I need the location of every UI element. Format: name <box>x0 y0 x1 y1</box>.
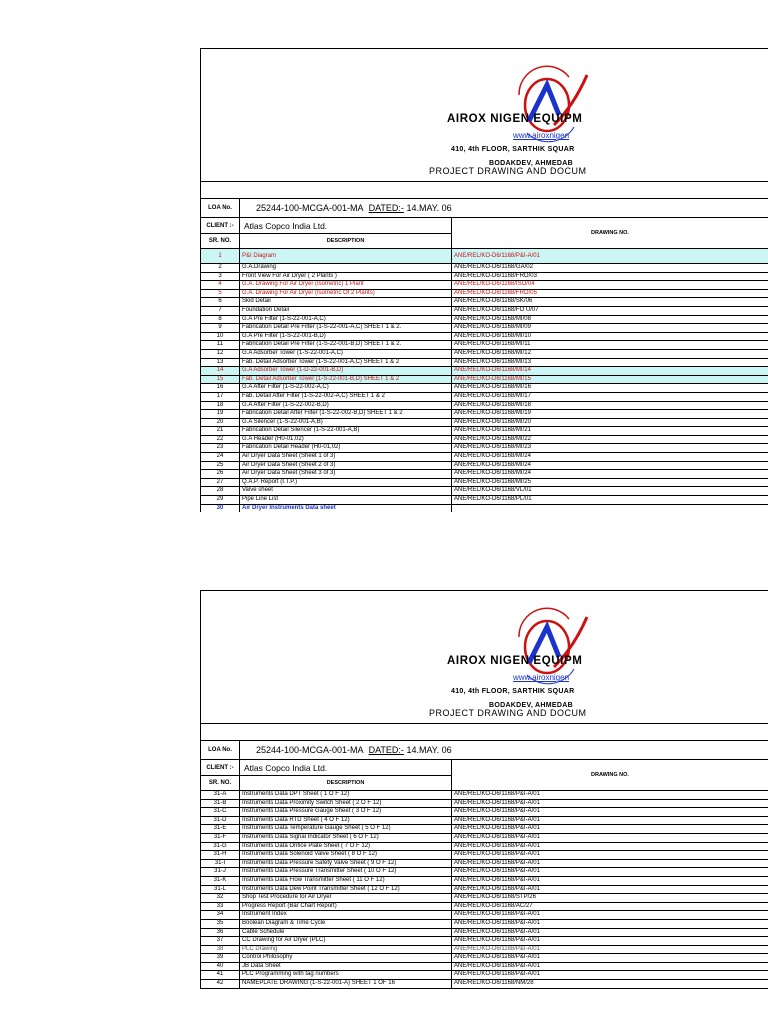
sr-no-cell: 31-D <box>201 817 240 825</box>
table-header-left <box>201 760 452 790</box>
description-cell: Fabrication Detail After Filter (1-S-22-002-B,D) SHEET 1 & 2 <box>240 410 452 418</box>
spacer-row <box>201 724 768 741</box>
loa-value <box>240 203 452 213</box>
drawing-no-cell: ANE/REL/KO-D6/1168/FRO/03 <box>454 272 537 279</box>
drawing-no-cell: ANE/REL/KO-D6/1168/MI/18 <box>454 401 531 408</box>
table-row <box>201 444 768 453</box>
company-address-line-2: BODAKDEV, AHMEDAB <box>489 702 573 709</box>
description-cell: G.A Adsorber Tower (1-S-22-001-A,C) <box>240 350 452 358</box>
table-header <box>201 760 768 791</box>
sr-no-cell: 32 <box>201 894 240 902</box>
spacer-row <box>201 182 768 199</box>
table-row <box>201 307 768 316</box>
sheet-header <box>201 591 768 724</box>
drawing-no-cell: ANE/REL/KO-D6/1168/STP/26 <box>454 894 536 901</box>
client-label: CLIENT :- <box>201 760 240 775</box>
table-row <box>201 791 768 800</box>
sr-no-cell: 37 <box>201 937 240 945</box>
table-row <box>201 453 768 462</box>
description-cell: Instruments Data Pressure Transmitter Sheet ( 10 O F 12) <box>240 868 452 876</box>
description-cell: Front View For Air Dryer ( 2 Plants ) <box>240 273 452 281</box>
table-row <box>201 410 768 419</box>
loa-row <box>201 199 768 218</box>
table-row <box>201 817 768 826</box>
table-row <box>201 800 768 809</box>
sr-no-cell: 5 <box>201 290 240 298</box>
sr-no-cell: 41 <box>201 971 240 979</box>
drawing-list-2 <box>201 791 768 989</box>
sr-no-cell: 13 <box>201 359 240 367</box>
table-row <box>201 868 768 877</box>
table-row <box>201 393 768 402</box>
sr-no-cell: 17 <box>201 393 240 401</box>
loa-value <box>240 745 452 755</box>
description-header: DESCRIPTION <box>326 780 365 786</box>
table-row <box>201 324 768 333</box>
sr-no-cell: 14 <box>201 367 240 375</box>
dated-label: DATED:- <box>368 203 404 213</box>
table-row <box>201 894 768 903</box>
sr-no-header: SR. NO. <box>201 776 240 790</box>
drawing-no-cell: ANE/REL/KO-D6/1168/MI/24 <box>454 461 531 468</box>
table-row <box>201 851 768 860</box>
table-row <box>201 886 768 895</box>
drawing-no-cell: ANE/REL/KO-D6/1168/P&I-A/01 <box>454 851 540 858</box>
drawing-no-cell: ANE/REL/KO-D6/1168/P&I-A/01 <box>454 876 540 883</box>
description-cell: Q.A.P. Report (I.T.P.) <box>240 479 452 487</box>
drawing-no-cell: ANE/REL/KO-D6/1168/MI/23 <box>454 444 531 451</box>
description-cell: G.A Pre Filter (1-S-22-001-B,D) <box>240 333 452 341</box>
project-title: PROJECT DRAWING AND DOCUM <box>429 708 587 718</box>
drawing-no-cell: ANE/REL/KO-D6/1168/AC/27 <box>454 902 533 909</box>
drawing-no-cell: ANE/REL/KO-D6/1168/P&I-A/01 <box>454 842 540 849</box>
table-row <box>201 920 768 929</box>
description-cell: Instruments Data Dew Point Transmitter Sheet ( 12 O F 12) <box>240 886 452 894</box>
description-cell: Instruments Data Signal Indicator Sheet ( 6 O F 12) <box>240 834 452 842</box>
drawing-no-cell: ANE/REL/KO-D6/1168/MI/21 <box>454 427 531 434</box>
table-row <box>201 963 768 972</box>
drawing-no-cell: ANE/REL/KO-D6/1168/P&I-A/01 <box>454 962 540 969</box>
description-cell: PLC Drawing <box>240 946 452 954</box>
description-cell: G.A. Drawing For Air Dryer (Isometric Of 2 Plants) <box>240 290 452 298</box>
drawing-no-cell: ANE/REL/KO-D6/1168/P&I-A/01 <box>454 885 540 892</box>
sr-no-cell: 30 <box>201 505 240 513</box>
description-cell: Air Dryer Data Sheet (Sheet 3 of 3) <box>240 470 452 478</box>
table-row <box>201 903 768 912</box>
sr-no-cell: 3 <box>201 273 240 281</box>
table-row <box>201 290 768 299</box>
sheet-header <box>201 49 768 182</box>
description-cell: Instruments Data Orifice Plate Sheet ( 7 O F 12) <box>240 843 452 851</box>
description-cell: PLC Programming with tag numbers <box>240 971 452 979</box>
sr-no-cell: 31-E <box>201 825 240 833</box>
drawing-no-cell: ANE/REL/KO-D6/1168/VL/01 <box>454 487 532 494</box>
drawing-no-cell: ANE/REL/KO-D6/1168/P&I-A/01 <box>454 945 540 952</box>
drawing-no-cell: ANE/REL/KO-D6/1168/MI/12 <box>454 349 531 356</box>
sr-no-cell: 15 <box>201 376 240 384</box>
company-name: AIROX NIGEN EQUIPM <box>447 655 583 667</box>
drawing-no-cell: ANE/REL/KO-D6/1168/FO U/07 <box>454 306 539 313</box>
sr-no-cell: 2 <box>201 264 240 272</box>
company-address-line-2: BODAKDEV, AHMEDAB <box>489 160 573 167</box>
drawing-no-header: DRAWING NO. <box>591 230 629 236</box>
table-row <box>201 937 768 946</box>
sr-no-cell: 18 <box>201 402 240 410</box>
sr-no-cell: 39 <box>201 954 240 962</box>
table-row <box>201 911 768 920</box>
drawing-no-cell: ANE/REL/KO-D6/1168/MI/22 <box>454 435 531 442</box>
drawing-no-cell: ANE/REL/KO-D6/1168/NM/28 <box>454 980 534 987</box>
sr-no-cell: 1 <box>201 249 240 263</box>
table-row <box>201 350 768 359</box>
document-sheet-1 <box>200 48 768 512</box>
table-row <box>201 273 768 282</box>
company-address-line-1: 410, 4th FLOOR, SARTHIK SQUAR <box>451 146 575 153</box>
client-row <box>201 218 451 234</box>
client-value: Atlas Copco India Ltd. <box>244 220 328 231</box>
sr-no-cell: 35 <box>201 920 240 928</box>
sr-no-cell: 31-G <box>201 843 240 851</box>
drawing-no-cell: ANE/REL/KO-D6/1168/GA/02 <box>454 264 533 270</box>
description-cell: G.A After Filter (1-S-22-002-A,C) <box>240 384 452 392</box>
company-address-line-1: 410, 4th FLOOR, SARTHIK SQUAR <box>451 688 575 695</box>
drawing-no-cell: ANE/REL/KO-D6/1168/MI/20 <box>454 418 531 425</box>
table-row <box>201 359 768 368</box>
sr-no-cell: 22 <box>201 436 240 444</box>
client-row <box>201 760 451 776</box>
description-cell: Fab. Detail After Filter (1-S-22-002-A,C) SHEET 1 & 2 <box>240 393 452 401</box>
drawing-no-cell: ANE/REL/KO-D6/1168/P&I-A/01 <box>454 954 540 961</box>
sr-no-cell: 23 <box>201 444 240 452</box>
company-website-link[interactable]: www.airoxnigen <box>513 673 570 682</box>
sr-no-cell: 31-C <box>201 808 240 816</box>
drawing-list-1 <box>201 249 768 512</box>
description-cell: Instruments Data DPT Sheet ( 1 O F 12) <box>240 791 452 799</box>
sr-no-cell: 31-H <box>201 851 240 859</box>
sr-no-cell: 9 <box>201 324 240 332</box>
description-cell: Instruments Data Pressure Safety Valve Sheet ( 9 O F 12) <box>240 860 452 868</box>
drawing-no-cell: ANE/REL/KO-D6/1168/MI/10 <box>454 332 531 339</box>
table-row <box>201 249 768 264</box>
drawing-no-cell: ANE/REL/KO-D6/1168/MI/19 <box>454 410 531 417</box>
table-row <box>201 980 768 989</box>
sr-no-cell: 31-I <box>201 860 240 868</box>
drawing-no-cell: ANE/REL/KO-D6/1168/MI/09 <box>454 324 531 331</box>
table-row <box>201 281 768 290</box>
drawing-no-cell: ANE/REL/KO-D6/1168/PL/01 <box>454 496 532 503</box>
drawing-no-cell: ANE/REL/KO-D6/1168/MI/11 <box>454 341 531 348</box>
sr-no-cell: 19 <box>201 410 240 418</box>
sr-no-cell: 12 <box>201 350 240 358</box>
table-header-left <box>201 218 452 248</box>
drawing-no-cell: ANE/REL/KO-D6/1168/MI/08 <box>454 315 531 322</box>
document-sheet-2 <box>200 590 768 989</box>
sr-no-cell: 7 <box>201 307 240 315</box>
sr-no-cell: 31-A <box>201 791 240 799</box>
loa-label: LOA No. <box>201 199 240 217</box>
dated-value: 14.MAY. 06 <box>406 745 452 755</box>
drawing-no-cell: ANE/REL/KO-D6/1168/P&I-A/01 <box>454 928 540 935</box>
drawing-no-cell: ANE/REL/KO-D6/1168/SK/06 <box>454 298 533 305</box>
description-cell: G.A Header (H0-01,02) <box>240 436 452 444</box>
dated-value: 14.MAY. 06 <box>406 203 452 213</box>
table-row <box>201 929 768 938</box>
description-cell: G.A After Filter (1-S-22-002-B,D) <box>240 402 452 410</box>
table-row <box>201 436 768 445</box>
description-cell: G.A.Drawing <box>240 264 452 272</box>
sr-no-cell: 11 <box>201 341 240 349</box>
sr-no-cell: 31-F <box>201 834 240 842</box>
drawing-no-cell: ANE/REL/KO-D6/1168/P&I-A/01 <box>454 253 540 259</box>
description-cell: Fabrication Detail Pre Filter (1-S-22-001-A,C) SHEET 1 & 2. <box>240 324 452 332</box>
table-row <box>201 298 768 307</box>
description-cell: Progress Report (Bar Chart Report) <box>240 903 452 911</box>
table-row <box>201 316 768 325</box>
table-row <box>201 877 768 886</box>
drawing-no-cell: ANE/REL/KO-D6/1168/ISO/04 <box>454 281 535 288</box>
table-row <box>201 834 768 843</box>
description-cell: Foundation Detail <box>240 307 452 315</box>
sr-no-cell: 33 <box>201 903 240 911</box>
description-cell: Instrument Index <box>240 911 452 919</box>
description-cell: G.A. Drawing For Air Dryer (Isometric) 1 Plant <box>240 281 452 289</box>
sr-no-cell: 8 <box>201 316 240 324</box>
description-cell: Fabrication Detail Pre Filter (1-S-22-001-B,D) SHEET 1 & 2. <box>240 341 452 349</box>
client-value: Atlas Copco India Ltd. <box>244 762 328 773</box>
loa-label: LOA No. <box>201 741 240 759</box>
sr-no-cell: 20 <box>201 419 240 427</box>
description-cell: Fab. Detail Adsorber Tower (1-S-22-001-B,D) SHEET 1 & 2 <box>240 376 452 384</box>
description-cell: Instruments Data Temperature Gauge Sheet ( 5 O F 12) <box>240 825 452 833</box>
table-row <box>201 860 768 869</box>
table-row <box>201 479 768 488</box>
table-row <box>201 825 768 834</box>
drawing-no-cell: ANE/REL/KO-D6/1168/P&I-A/01 <box>454 868 540 875</box>
description-cell: Instruments Data Pressure Gauge Sheet ( 3 O F 12) <box>240 808 452 816</box>
description-cell: G.A Adsorber Tower (1-D-22-001-B,D) <box>240 367 452 375</box>
sr-no-cell: 31-K <box>201 877 240 885</box>
drawing-no-cell: ANE/REL/KO-D6/1168/P&I-A/01 <box>454 791 540 797</box>
column-header-row <box>201 776 451 790</box>
sr-no-cell: 24 <box>201 453 240 461</box>
table-row <box>201 487 768 496</box>
table-row <box>201 462 768 471</box>
description-cell: G.A Silencer (1-S-22-001-A,B) <box>240 419 452 427</box>
sr-no-cell: 16 <box>201 384 240 392</box>
description-cell: Instruments Data RTD Sheet ( 4 O F 12) <box>240 817 452 825</box>
description-cell: Cable Schedule <box>240 929 452 937</box>
table-row <box>201 333 768 342</box>
drawing-no-cell: ANE/REL/KO-D6/1168/MI/14 <box>454 367 531 374</box>
drawing-no-cell: ANE/REL/KO-D6/1168/P&I-A/01 <box>454 859 540 866</box>
description-cell: Valve sheet <box>240 487 452 495</box>
sr-no-cell: 25 <box>201 462 240 470</box>
table-row <box>201 402 768 411</box>
drawing-no-cell: ANE/REL/KO-D6/1168/MI/17 <box>454 392 531 399</box>
drawing-no-cell: ANE/REL/KO-D6/1168/MI/24 <box>454 453 531 460</box>
table-row <box>201 264 768 273</box>
table-row <box>201 376 768 385</box>
project-title: PROJECT DRAWING AND DOCUM <box>429 166 587 176</box>
description-cell: CC Drawing for Air Dryer (PLC) <box>240 937 452 945</box>
drawing-no-cell: ANE/REL/KO-D6/1168/P&I-A/01 <box>454 971 540 978</box>
drawing-no-cell: ANE/REL/KO-D6/1168/P&I-A/01 <box>454 808 540 815</box>
description-cell: Skid Detail <box>240 298 452 306</box>
sr-no-cell: 28 <box>201 487 240 495</box>
drawing-no-header: DRAWING NO. <box>591 772 629 778</box>
description-cell: Instruments Data Flow Transmitter Sheet ( 11 O F 12) <box>240 877 452 885</box>
drawing-no-cell: ANE/REL/KO-D6/1168/P&I-A/01 <box>454 937 540 944</box>
company-website-link[interactable]: www.airoxnigen <box>513 131 570 140</box>
column-header-row <box>201 234 451 248</box>
dated-label: DATED:- <box>368 745 404 755</box>
sr-no-cell: 21 <box>201 427 240 435</box>
description-cell: Instruments Data Proximity Switch Sheet ( 2 O F 12) <box>240 800 452 808</box>
sr-no-cell: 40 <box>201 963 240 971</box>
drawing-no-cell: ANE/REL/KO-D6/1168/P&I-A/01 <box>454 833 540 840</box>
loa-number: 25244-100-MCGA-001-MA <box>256 203 364 213</box>
drawing-no-cell: ANE/REL/KO-D6/1168/MI/24 <box>454 470 531 477</box>
drawing-no-cell: ANE/REL/KO-D6/1168/P&I-A/01 <box>454 919 540 926</box>
sr-no-header: SR. NO. <box>201 234 240 248</box>
sr-no-cell: 38 <box>201 946 240 954</box>
table-row <box>201 419 768 428</box>
drawing-no-cell: ANE/REL/KO-D6/1168/MI/13 <box>454 358 531 365</box>
client-label: CLIENT :- <box>201 218 240 233</box>
drawing-no-cell: ANE/REL/KO-D6/1168/FRO/05 <box>454 289 537 296</box>
drawing-no-cell: ANE/REL/KO-D6/1168/P&I-A/01 <box>454 816 540 823</box>
sr-no-cell: 31-L <box>201 886 240 894</box>
loa-number: 25244-100-MCGA-001-MA <box>256 745 364 755</box>
table-row <box>201 971 768 980</box>
sr-no-cell: 6 <box>201 298 240 306</box>
sr-no-cell: 4 <box>201 281 240 289</box>
table-row <box>201 946 768 955</box>
loa-row <box>201 741 768 760</box>
table-row <box>201 496 768 505</box>
description-cell: Shop Test Procedure for Air Dryer <box>240 894 452 902</box>
drawing-no-cell: ANE/REL/KO-D6/1168/MI/25 <box>454 478 531 485</box>
sr-no-cell: 26 <box>201 470 240 478</box>
sr-no-cell: 34 <box>201 911 240 919</box>
table-row <box>201 505 768 513</box>
description-cell: NAMEPLATE DRAWING (1-S-22-001-A) SHEET 1 OF 16 <box>240 980 452 988</box>
description-cell: Fabrication Detail Header (H0-01,02) <box>240 444 452 452</box>
table-row <box>201 808 768 817</box>
description-header: DESCRIPTION <box>326 238 365 244</box>
drawing-no-cell: ANE/REL/KO-D6/1168/P&I-A/01 <box>454 825 540 832</box>
description-cell: Pipe Line List <box>240 496 452 504</box>
description-cell: Air Dryer Instruments Data sheet <box>240 505 452 513</box>
description-cell: Air Dryer Data Sheet (Sheet 1 of 3) <box>240 453 452 461</box>
table-header <box>201 218 768 249</box>
description-cell: Instruments Data Solenoid Valve Sheet ( 8 O F 12) <box>240 851 452 859</box>
table-row <box>201 843 768 852</box>
drawing-no-cell <box>452 505 768 513</box>
table-row <box>201 954 768 963</box>
sr-no-cell: 31-J <box>201 868 240 876</box>
description-cell: Fabrication Detail Silencer (1-S-22-001-A,B) <box>240 427 452 435</box>
sr-no-cell: 31-B <box>201 800 240 808</box>
sr-no-cell: 42 <box>201 980 240 988</box>
drawing-no-cell: ANE/REL/KO-D6/1168/P&I-A/01 <box>454 911 540 918</box>
description-cell: JB Data Sheet <box>240 963 452 971</box>
table-row <box>201 470 768 479</box>
description-cell: G.A Pre Filter (1-S-22-001-A,C) <box>240 316 452 324</box>
description-cell: Fab. Detail Adsorber Tower (1-S-22-001-A,C) SHEET 1 & 2 <box>240 359 452 367</box>
description-cell: Control Philosophy <box>240 954 452 962</box>
table-row <box>201 367 768 376</box>
table-row <box>201 427 768 436</box>
company-name: AIROX NIGEN EQUIPM <box>447 113 583 125</box>
sr-no-cell: 10 <box>201 333 240 341</box>
drawing-no-cell: ANE/REL/KO-D6/1168/P&I-A/01 <box>454 799 540 806</box>
sr-no-cell: 27 <box>201 479 240 487</box>
description-cell: Air Dryer Data Sheet (Sheet 2 of 3) <box>240 462 452 470</box>
table-row <box>201 341 768 350</box>
sr-no-cell: 36 <box>201 929 240 937</box>
description-cell: Boolean Diagram & Time Cycle <box>240 920 452 928</box>
table-row <box>201 384 768 393</box>
drawing-no-cell: ANE/REL/KO-D6/1168/MI/16 <box>454 384 531 391</box>
sr-no-cell: 29 <box>201 496 240 504</box>
drawing-no-cell: ANE/REL/KO-D6/1168/MI/15 <box>454 375 531 382</box>
description-cell: P&I Diagram <box>240 249 452 263</box>
